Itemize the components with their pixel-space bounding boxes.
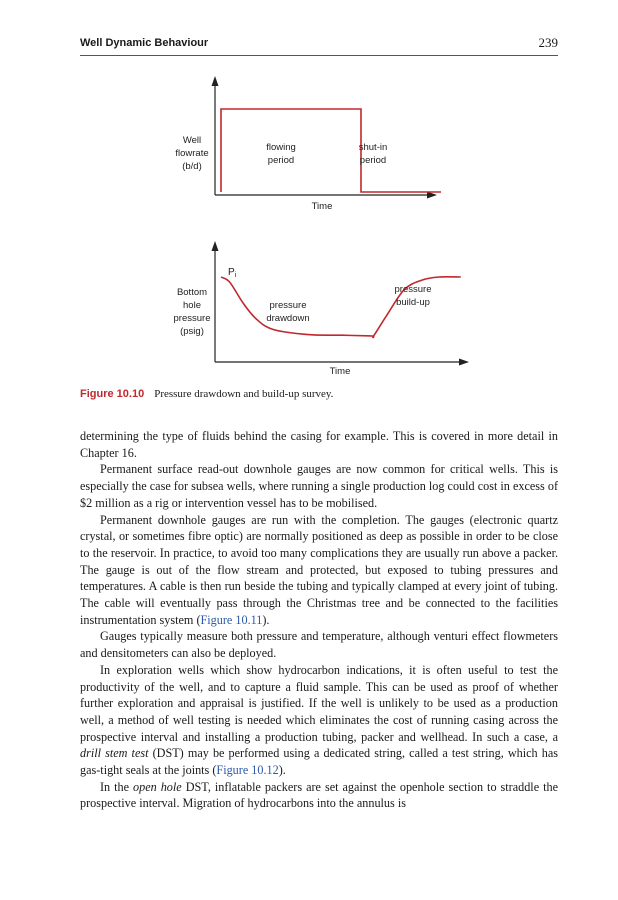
y-axis-arrow (212, 76, 219, 86)
ylabel-line: pressure (173, 313, 211, 324)
figure-caption (80, 388, 333, 400)
xlabel-time-top: Time (311, 201, 333, 212)
annotation-line: pressure (269, 300, 307, 311)
paragraph (80, 662, 558, 779)
annotation-line: build-up (396, 297, 430, 308)
pressure-chart (174, 241, 469, 377)
flowrate-series-line (221, 109, 441, 192)
paragraph (80, 779, 558, 812)
ylabel-line: Bottom (176, 287, 208, 298)
paragraph: determining the type of fluids behind the casing for example. This is covered in more detail in Chapter 16. (80, 429, 558, 460)
paragraph (80, 512, 558, 629)
annotation-line: period (267, 155, 295, 166)
figure-10-10 (0, 60, 618, 390)
ylabel-line: hole (183, 300, 201, 311)
paragraph-text: In exploration wells which show hydrocarbon indications, it is often useful to test the productivity of the well, and to capture a fluid sample. This can be used as proof of whether further exploration and appraisal is justified. If the well is unlikely to be used as a production well, a method of well testing is needed which eliminates the cost of running casing across the prospective interval and installing a production tubing, packer and wellhead. In such a case, a (80, 662, 558, 744)
annotation-shut-in-period (359, 142, 388, 166)
italic-term: open hole (133, 779, 182, 794)
paragraph: Gauges typically measure both pressure and temperature, although venturi effect flowmeters and densitometers can also be deployed. (80, 629, 558, 661)
pi-symbol: P (228, 267, 235, 278)
running-title: Well Dynamic Behaviour (80, 37, 209, 49)
body-text (80, 428, 558, 812)
paragraph: Permanent surface read-out downhole gauges are now common for critical wells. This is especially the case for subsea wells, where running a single production log could cost in excess of $2 million as a rig or intervention vessel has to be mobilised. (80, 462, 558, 510)
ylabel-line: (psig) (180, 326, 204, 337)
italic-term: drill stem test (80, 746, 149, 761)
pi-subscript: i (234, 272, 237, 279)
ylabel-line: (b/d) (182, 161, 202, 172)
x-axis-arrow (459, 359, 469, 366)
xlabel-time-bottom: Time (329, 366, 351, 377)
annotation-line: period (359, 155, 387, 166)
annotation-pressure-drawdown (266, 300, 309, 324)
annotation-line: pressure (394, 284, 432, 295)
figure-reference-link[interactable]: Figure 10.12 (216, 763, 279, 778)
annotation-flowing-period (266, 142, 296, 166)
annotation-line: drawdown (266, 313, 310, 324)
caption-number: Figure 10.10 (80, 388, 145, 400)
caption-text: Pressure drawdown and build-up survey. (154, 388, 334, 400)
pi-label (228, 267, 237, 279)
figure-reference-link[interactable]: Figure 10.11 (200, 612, 263, 627)
y-axis-arrow (212, 241, 219, 251)
paragraph-text: ). (262, 612, 270, 627)
running-header (80, 37, 558, 57)
annotation-line: flowing (266, 142, 296, 153)
paragraph-text: DST, inflatable packers are set against the openhole section to straddle the prospective interval. Migration of hydrocarbons into the annulus is (80, 779, 558, 811)
header-rule (80, 55, 558, 56)
paragraph-text: ). (278, 763, 286, 778)
annotation-line: shut-in (358, 142, 388, 153)
ylabel-bottom-hole (174, 287, 211, 337)
ylabel-line: Well (182, 135, 202, 146)
paragraph-text: (DST) may be performed using a dedicated string, called a test string, which has gas-tight seals at the joints ( (80, 746, 558, 778)
paragraph-text: In the (100, 779, 134, 794)
ylabel-line: flowrate (175, 148, 209, 159)
paragraph-text: Permanent downhole gauges are run with the completion. The gauges (electronic quartz crystal, or sometimes fibre optic) are normally positioned as deep as possible in order to be close to the reservoir. In practice, to avoid too many complications they are usually run above a packer. The gauge is out of the flow stream and protected, but exposed to tubing pressures and temperatures. A cable is then run beside the tubing and typically clamped at every joint of tubing. The cable will eventually pass through the Christmas tree and be connected to the facilities instrumentation system ( (80, 512, 558, 627)
page-number: 239 (538, 35, 558, 50)
ylabel-well (175, 135, 208, 172)
flowrate-chart (175, 76, 441, 212)
